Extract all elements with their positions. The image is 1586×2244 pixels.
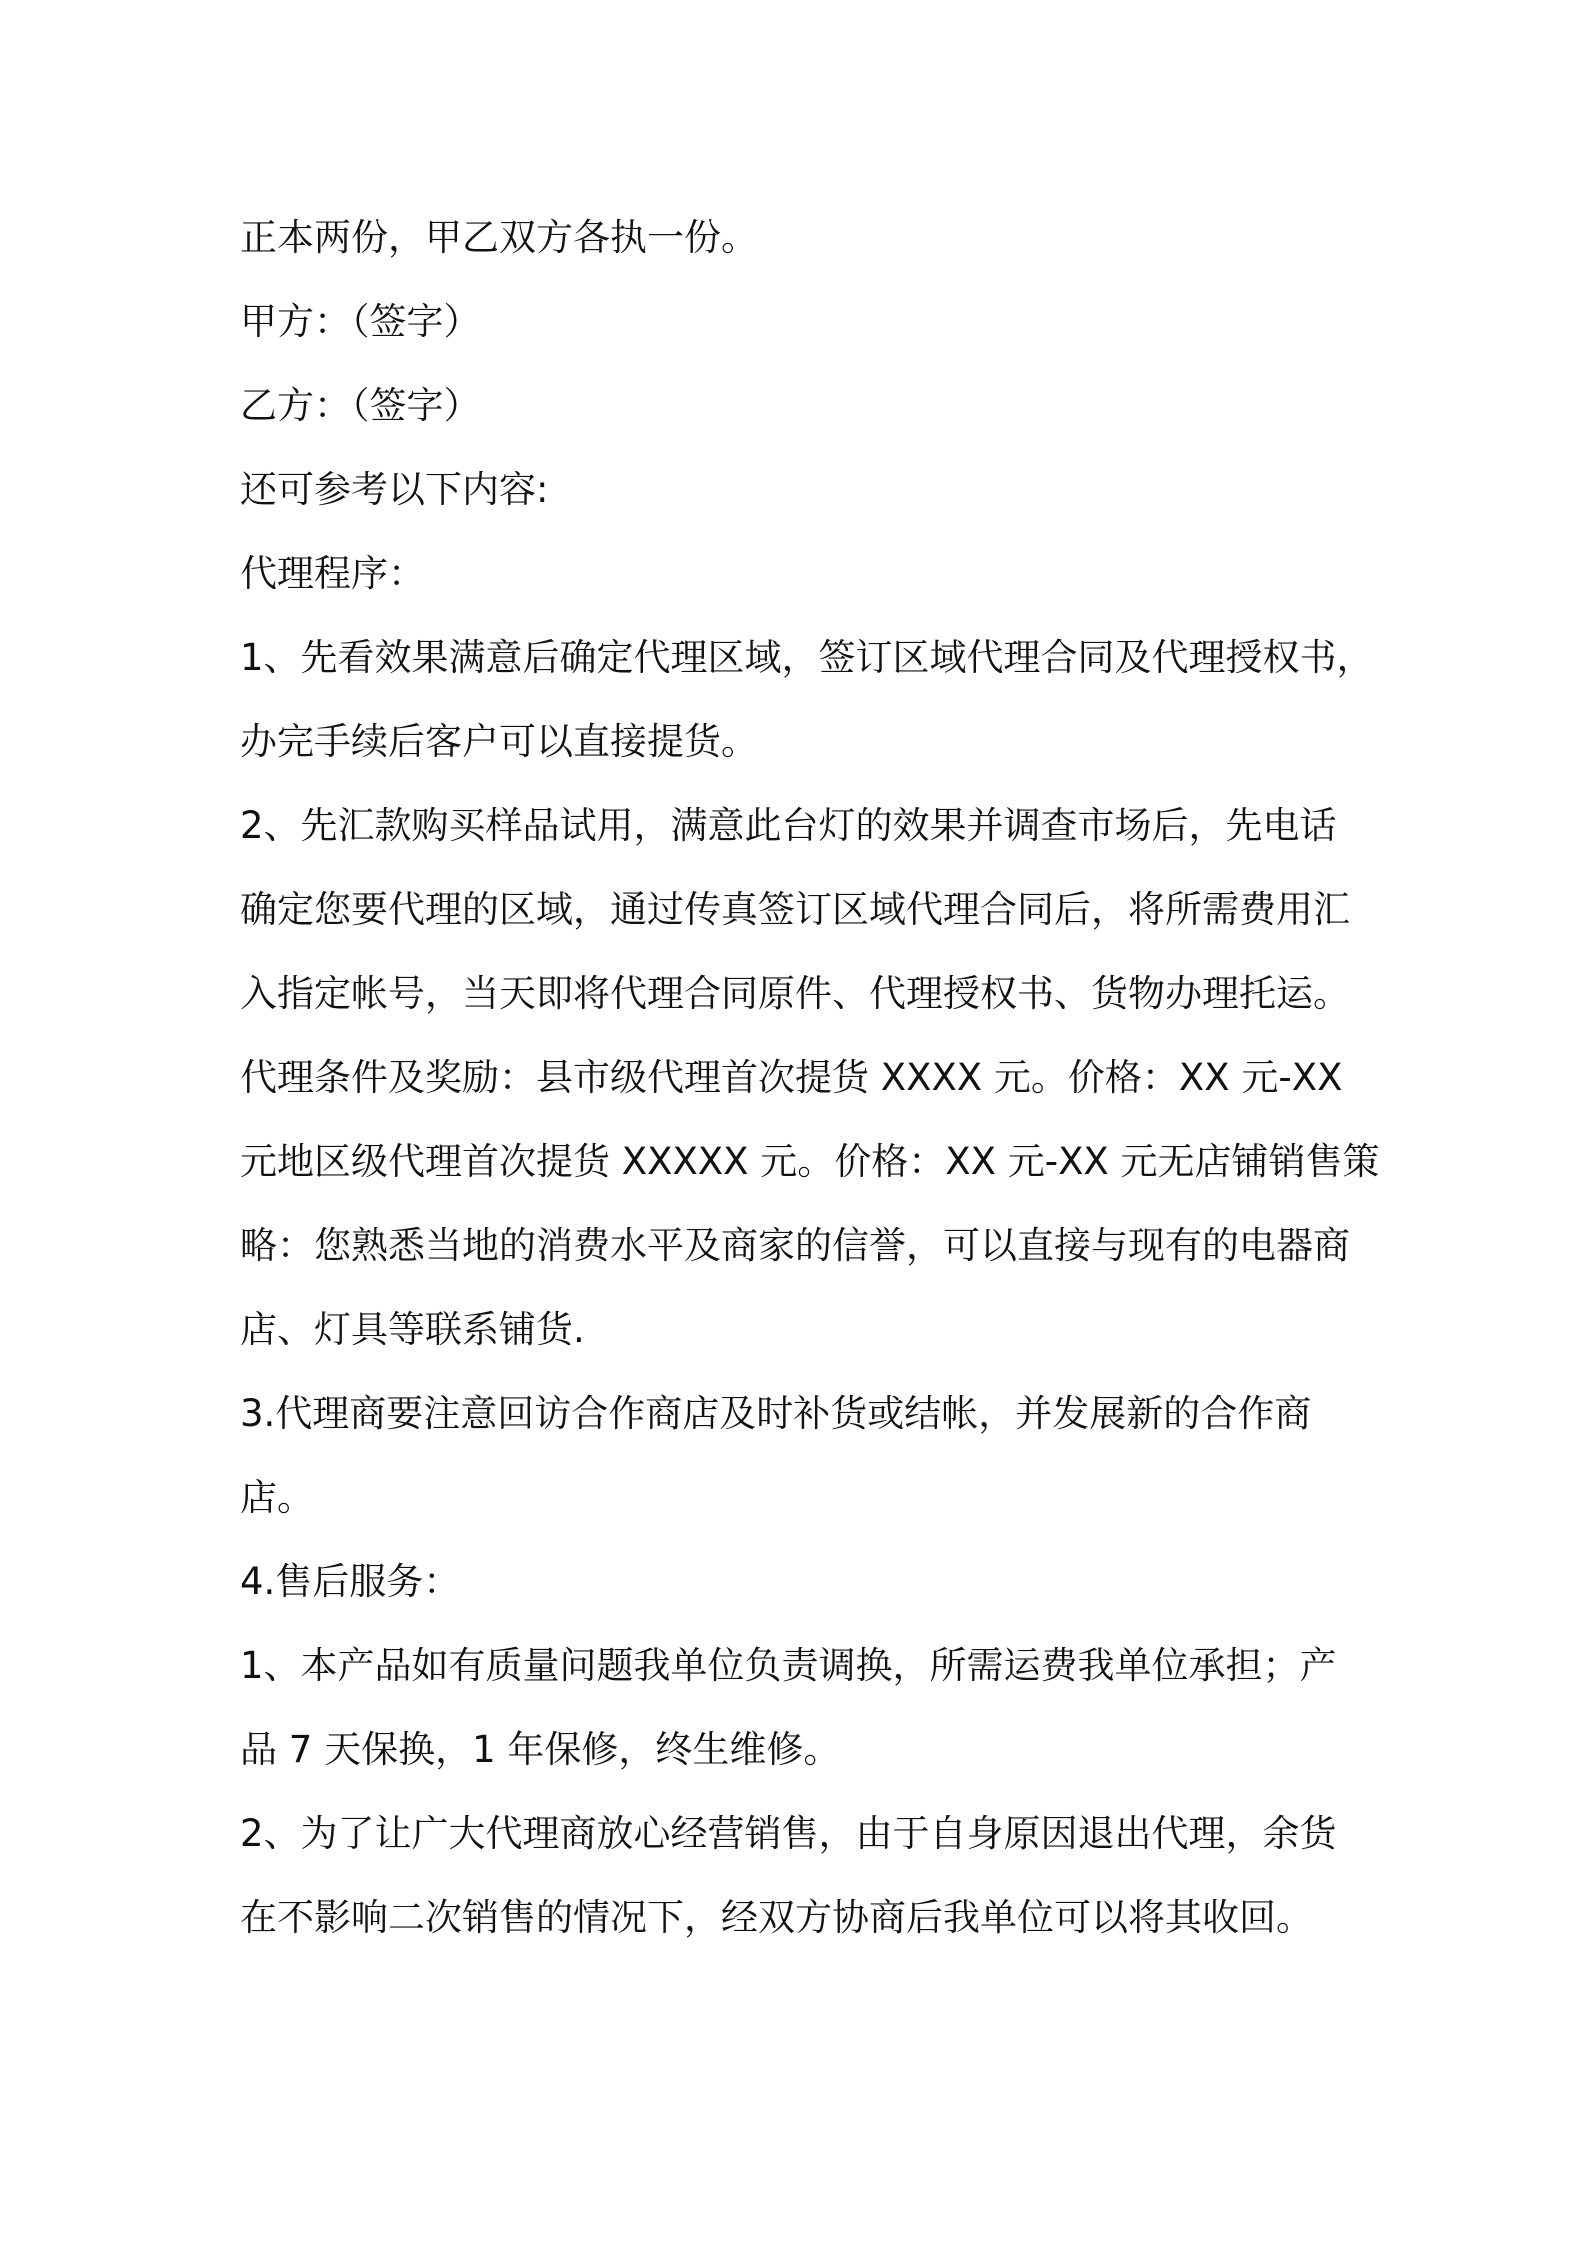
text-line: 3.代理商要注意回访合作商店及时补货或结帐，并发展新的合作商店。 [240, 1392, 1312, 1519]
text-line: 略：您熟悉当地的消费水平及商家的信誉，可以直接与现有的电器商 [240, 1224, 1350, 1267]
document-body [240, 196, 1380, 1960]
text-line: 4.售后服务： [240, 1560, 461, 1603]
text-line: 在不影响二次销售的情况下，经双方协商后我单位可以将其收回。 [240, 1896, 1313, 1939]
text-line: 品 7 天保换，1 年保修，终生维修。 [240, 1728, 841, 1771]
text-line: 2、先汇款购买样品试用，满意此台灯的效果并调查市场后，先电话 [240, 804, 1337, 847]
text-line: 正本两份，甲乙双方各执一份。 [240, 216, 758, 259]
text-line: 1、先看效果满意后确定代理区域，签订区域代理合同及代理授权书， [240, 636, 1374, 679]
text-line: 元地区级代理首次提货 XXXXX 元。价格：XX 元-XX 元无店铺销售策 [240, 1140, 1380, 1183]
text-line: 代理程序： [240, 552, 425, 595]
text-line: 乙方：（签字） [240, 384, 481, 427]
text-line: 2、为了让广大代理商放心经营销售，由于自身原因退出代理，余货 [240, 1812, 1337, 1855]
text-line: 入指定帐号，当天即将代理合同原件、代理授权书、货物办理托运。 [240, 972, 1350, 1015]
text-line: 办完手续后客户可以直接提货。 [240, 720, 758, 763]
text-line: 确定您要代理的区域，通过传真签订区域代理合同后，将所需费用汇 [240, 888, 1350, 931]
text-line: 店、灯具等联系铺货. [240, 1308, 585, 1351]
text-line: 甲方：（签字） [240, 300, 481, 343]
text-line: 1、本产品如有质量问题我单位负责调换，所需运费我单位承担；产 [240, 1644, 1337, 1687]
text-line: 还可参考以下内容: [240, 468, 549, 511]
text-line: 代理条件及奖励：县市级代理首次提货 XXXX 元。价格：XX 元-XX [240, 1056, 1343, 1099]
